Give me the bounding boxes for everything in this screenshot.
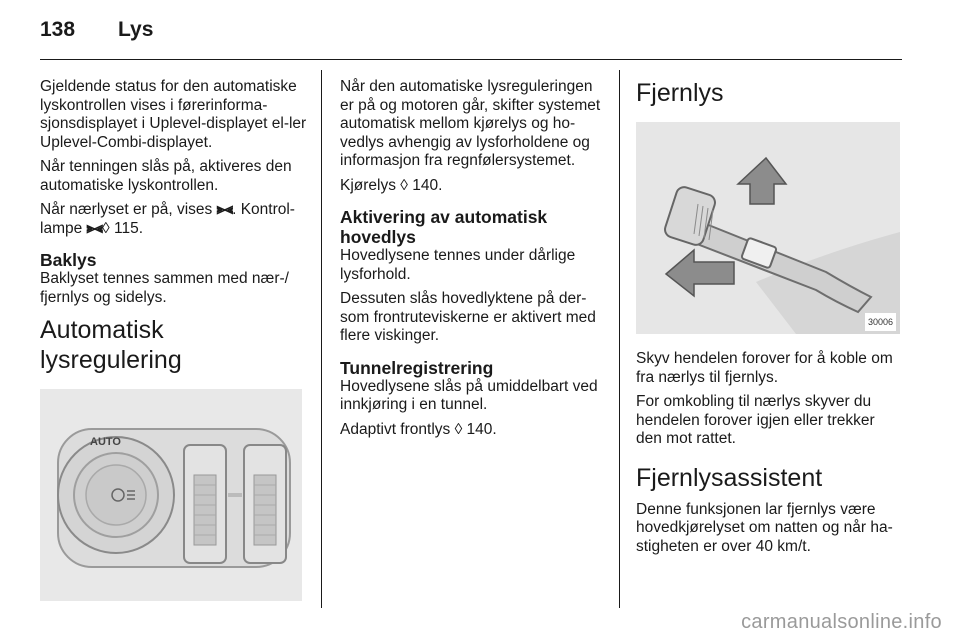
section-heading: Tunnelregistrering — [340, 357, 494, 378]
section-heading: Aktivering av automatisk hovedlys — [340, 207, 548, 247]
low-beam-icon: ⫸⫷ — [86, 219, 103, 237]
low-beam-icon: ⫸⫷ — [216, 201, 233, 218]
reference-arrow-icon: ◊ — [454, 420, 463, 438]
paragraph: Når nærlyset er på, vises ⫸⫷. Kontrol-lampe ⫸⫷◊ 115. — [40, 201, 295, 237]
reference-arrow-icon: ◊ — [400, 176, 408, 194]
paragraph: Når den automatiske lysreguleringen er på og motoren går, skifter systemet automatisk mellom kjørelys og ho-vedlys avhengig av lysforholdene og informasjon fra regnfølersystemet. — [340, 78, 601, 169]
thumbwheel-right — [244, 445, 286, 563]
column-divider-1 — [321, 70, 322, 608]
indicator-stalk-figure — [636, 122, 900, 334]
paragraph: For omkobling til nærlys skyver du hendelen forover igjen eller trekker den mot rattet. — [636, 393, 875, 447]
section-heading: Baklys — [40, 250, 97, 270]
section-heading: Fjernlysassistent — [636, 463, 823, 492]
figure-code: 30006 — [865, 313, 896, 332]
header-divider — [40, 59, 902, 60]
section-heading: Automatisk lysregulering — [40, 316, 182, 374]
column-divider-2 — [619, 70, 620, 608]
watermark: carmanualsonline.info — [741, 611, 942, 633]
paragraph: Gjeldende status for den automatiske lyskontrollen vises i førerinforma-sjonsdisplayet i Uplevel-displayet el-ler Uplevel-Combi-displayet. — [40, 78, 307, 151]
paragraph: Hovedlysene slås på umiddelbart ved innkjøring i en tunnel. — [340, 377, 598, 413]
column-3 — [636, 78, 904, 562]
paragraph: Adaptivt frontlys ◊ 140. — [340, 420, 497, 438]
page-number: 138 — [40, 18, 76, 41]
reference-arrow-icon: ◊ — [102, 219, 110, 237]
section-title: Lys — [118, 18, 154, 41]
paragraph: Denne funksjonen lar fjernlys være hovedkjørelyset om natten og når ha-stigheten er over 40 km/t. — [636, 500, 893, 555]
paragraph: Skyv hendelen forover for å koble om fra nærlys til fjernlys. — [636, 350, 893, 386]
paragraph: Baklyset tennes sammen med nær-/ fjernlys og sidelys. — [40, 270, 289, 306]
paragraph: Hovedlysene tennes under dårlige lysforhold. — [340, 247, 576, 283]
auto-label: AUTO — [90, 436, 121, 448]
paragraph: Når tenningen slås på, aktiveres den automatiske lyskontrollen. — [40, 158, 292, 194]
column-1 — [40, 78, 312, 601]
section-heading: Fjernlys — [636, 79, 724, 107]
light-switch-figure — [40, 389, 302, 601]
paragraph: Kjørelys ◊ 140. — [340, 176, 443, 194]
thumbwheel-left — [184, 445, 226, 563]
column-2 — [340, 78, 605, 445]
paragraph: Dessuten slås hovedlyktene på der-som frontruteviskerne er aktivert med flere viskinger. — [340, 290, 596, 344]
